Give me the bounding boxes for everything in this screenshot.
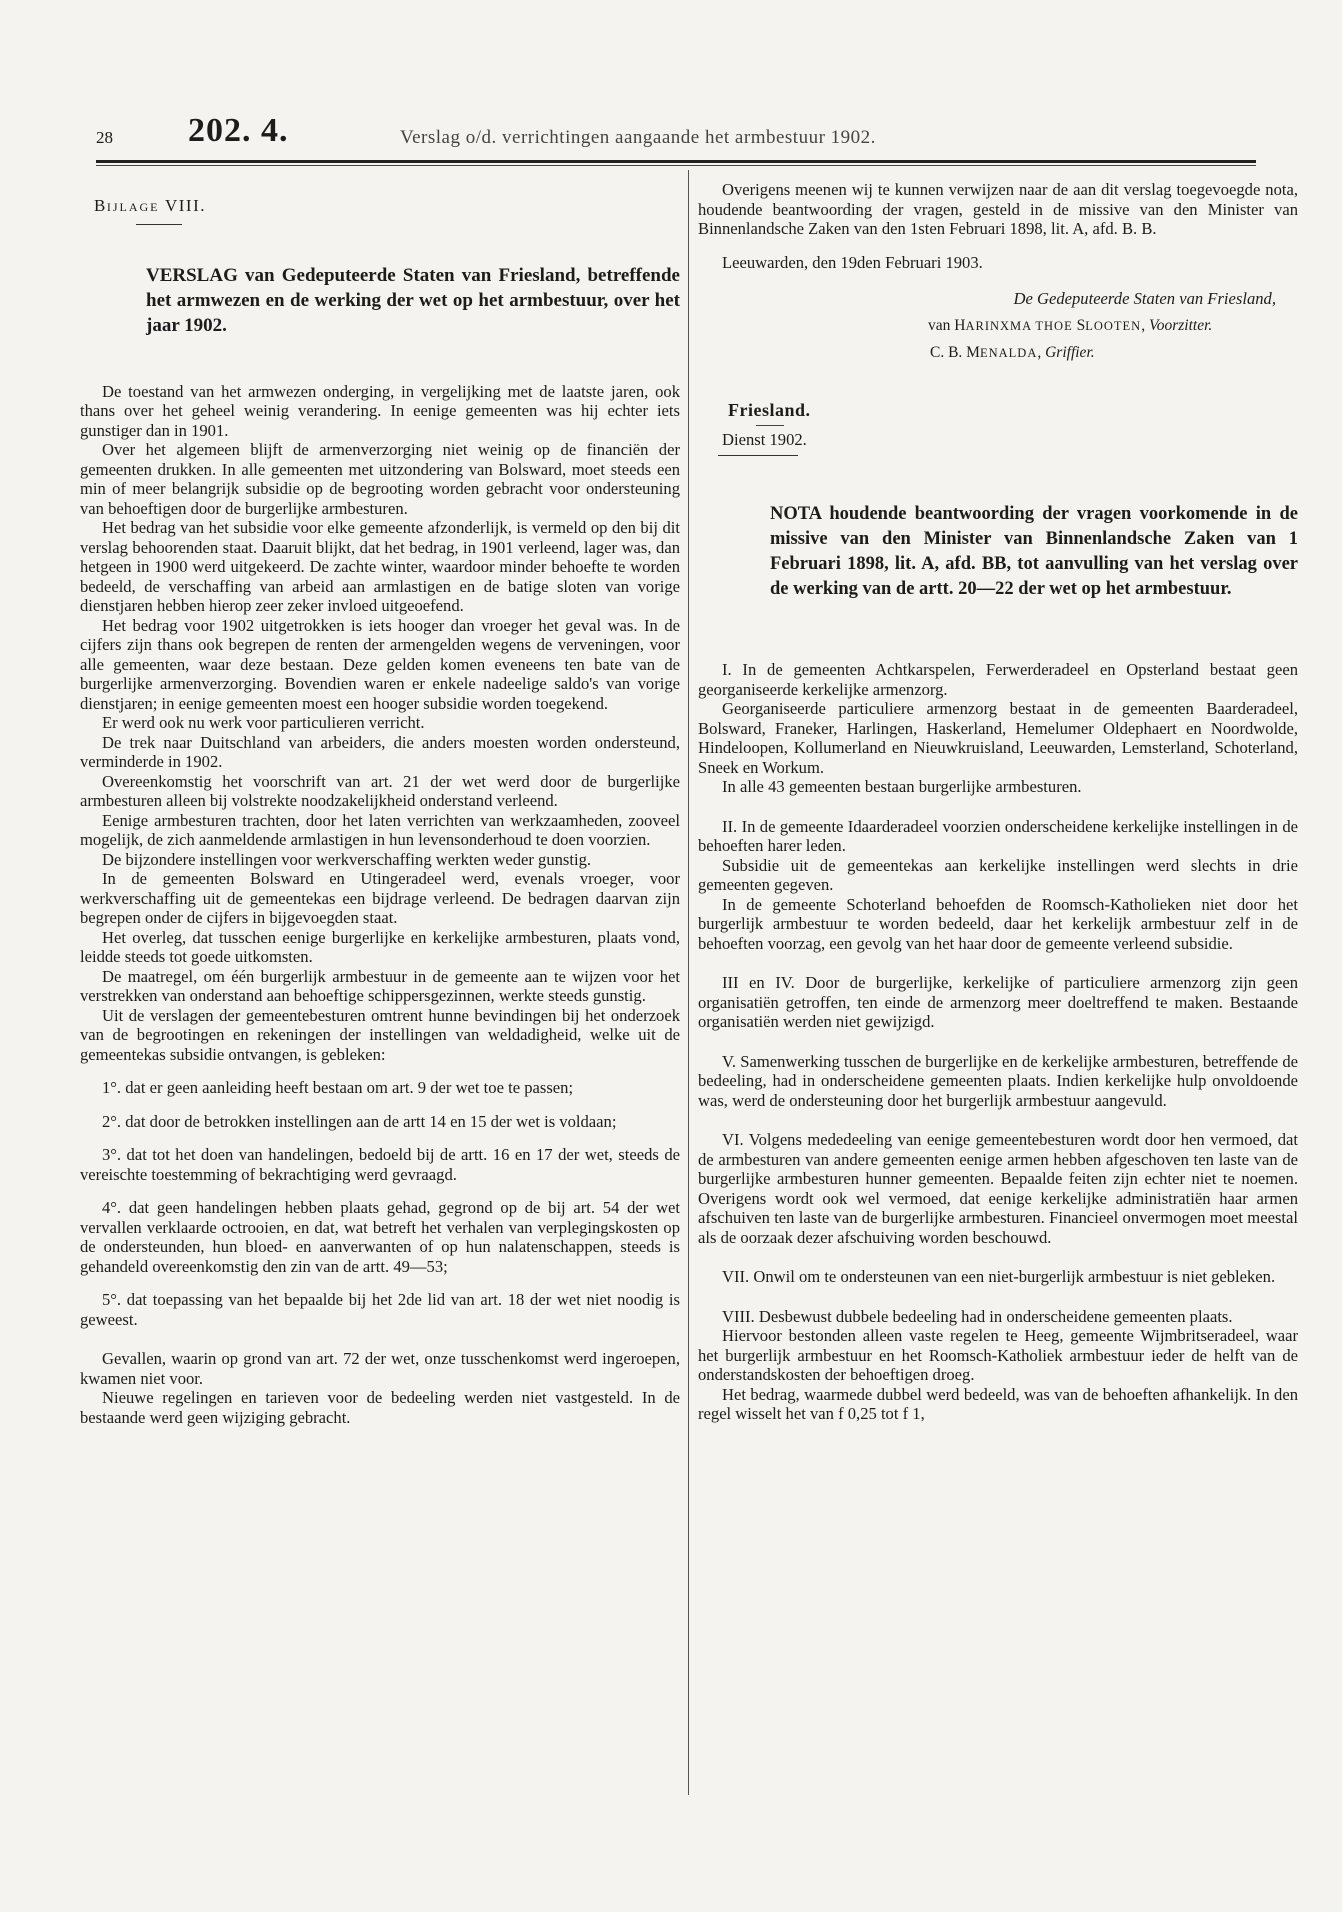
- nota-section: II. In de gemeente Idaarderadeel voorzien onderscheidene kerkelijke instellingen in de behoeften harer leden.: [698, 816, 1298, 856]
- right-column: [698, 180, 1298, 1424]
- report-paragraph: Er werd ook nu werk voor particulieren verricht.: [102, 713, 425, 732]
- intro-paragraph: Overigens meenen wij te kunnen verwijzen naar de aan dit verslag toegevoegde nota, houdende beantwoording der vragen, gesteld in de missive van den Minister van Binnenlandsche Zaken van den 1sten Februari 1898, lit. A, afd. B. B.: [698, 180, 1298, 238]
- report-paragraph: Het bedrag van het subsidie voor elke gemeente afzonderlijk, is vermeld op den bij dit verslag behoorenden staat. Daaruit blijkt, dat het bedrag, in 1901 verleend, lager was, dan hetgeen in 1900 werd uitgekeerd. De zachte winter, waardoor minder behoefte te worden bedeeld, de verschaffing van arbeid aan armlastigen en de batige sloten van vorige dienstjaren hebben hierop zeer zeker invloed uitgeoefend.: [80, 518, 680, 615]
- header-rule-thick: [96, 160, 1256, 163]
- president-role: Voorzitter.: [1148, 317, 1213, 335]
- finding-item: 5°. dat toepassing van het bepaalde bij het 2de lid van art. 18 der wet niet noodig is geweest.: [80, 1290, 680, 1329]
- closing-paragraphs: [80, 1349, 680, 1427]
- report-paragraph: Het overleg, dat tusschen eenige burgerlijke en kerkelijke armbesturen, plaats vond, leidde steeds tot goede uitkomsten.: [80, 927, 680, 966]
- document-number: 202. 4.: [188, 112, 289, 149]
- nota-section: Subsidie uit de gemeentekas aan kerkelijke instellingen werd slechts in drie gemeenten gegeven.: [698, 855, 1298, 895]
- date-line: Leeuwarden, den 19den Februari 1903.: [722, 252, 983, 272]
- report-paragraph: De bijzondere instellingen voor werkverschaffing werkten weder gunstig.: [102, 849, 592, 869]
- nota-section: In de gemeente Schoterland behoefden de Roomsch-Katholieken niet door het burgerlijk armbestuur te worden bedeeld, daar het kerkelijk armbestuur zelf in de behoeften voorzag, een gevolg van het haar door de gemeente verleend subsidie.: [698, 894, 1298, 953]
- column-divider: [688, 170, 689, 1795]
- report-paragraph: Over het algemeen blijft de armenverzorging niet weinig op de financiën der gemeenten drukken. In alle gemeenten met uitzondering van Bolsward, moet steeds een min of meer belangrijk subsidie op de begrooting worden gebracht voor ondersteuning van behoeftigen door de burgerlijke armbesturen.: [80, 440, 680, 518]
- service-year: Dienst 1902.: [722, 429, 807, 449]
- appendix-rule: [136, 224, 182, 225]
- left-column: [80, 196, 680, 1427]
- finding-item: 1°. dat er geen aanleiding heeft bestaan om art. 9 der wet toe te passen;: [102, 1078, 574, 1097]
- page-header: [96, 112, 1256, 158]
- province-heading: Friesland.: [728, 400, 811, 421]
- president-name-mid: S: [1072, 317, 1086, 335]
- report-paragraph: Eenige armbesturen trachten, door het laten verrichten van werkzaamheden, zooveel mogelijk, de zich aanmeldende armlastigen in hun levensonderhoud te doen voorzien.: [80, 810, 680, 849]
- report-paragraph: De trek naar Duitschland van arbeiders, die anders moesten worden ondersteund, verminderde in 1902.: [80, 732, 680, 771]
- nota-sections: [698, 660, 1298, 1424]
- report-title: VERSLAG van Gedeputeerde Staten van Friesland, betreffende het armwezen en de werking der wet op het armbestuur, over het jaar 1902.: [146, 264, 680, 336]
- report-paragraph: Overeenkomstig het voorschrift van art. 21 der wet werd door de burgerlijke armbesturen alleen bij volstrekte noodzakelijkheid onderstand verleend.: [80, 771, 680, 810]
- secretary-name-caps: ENALDA: [979, 345, 1038, 360]
- report-paragraph: De toestand van het armwezen onderging, in vergelijking met de laatste jaren, ook thans over het geheel weinig verandering. In eenige gemeenten was hij echter iets gunstiger dan in 1901.: [80, 381, 680, 440]
- nota-section: Hiervoor bestonden alleen vaste regelen te Heeg, gemeente Wijmbritseradeel, waar het burgerlijk armbestuur en het Roomsch-Katholiek armbestuur ieder de helft van de onderstandskosten der behoeftigen droeg.: [698, 1326, 1298, 1385]
- nota-section: V. Samenwerking tusschen de burgerlijke en de kerkelijke armbesturen, betreffende de bedeeling, had in onderscheidene gemeenten plaats. Indien kerkelijke hulp onvoldoende was, werd de ondersteuning door het burgerlijk armbestuur aangevuld.: [698, 1051, 1298, 1110]
- appendix-label-prefix: B: [94, 196, 107, 215]
- nota-section: Georganiseerde particuliere armenzorg bestaat in de gemeenten Baarderadeel, Bolsward, Franeker, Harlingen, Haskerland, Hemelumer Oldephaert en Noordwolde, Hindeloopen, Kollumerland en Nieuwkruisland, Leeuwarden, Lemsterland, Schoterland, Sneek en Workum.: [698, 699, 1298, 777]
- nota-section: VI. Volgens mededeeling van eenige gemeentebesturen wordt door hen vermoed, dat de armbesturen van andere gemeenten eenige armen hebben afgeschoven ten laste van de burgerlijke armbesturen hunner gemeenten. Bepaalde feiten zijn echter niet te noemen. Overigens wordt ook wel vermoed, dat eenige kerkelijke administratiën haar armen afschuiven ten laste van de burgerlijke armbesturen. Financieel onvermogen moet meestal als de oorzaak dezer afschuiving worden beschouwd.: [698, 1130, 1298, 1247]
- nota-section: III en IV. Door de burgerlijke, kerkelijke of particuliere armenzorg zijn geen organisatiën getroffen, ten einde de armenzorg meer doeltreffend te maken. Bestaande organisatiën werden niet gewijzigd.: [698, 973, 1298, 1032]
- page-number: 28: [96, 128, 113, 147]
- service-rule: [718, 455, 798, 456]
- president-name-caps2: LOOTEN: [1085, 319, 1142, 334]
- closing-paragraph: Nieuwe regelingen en tarieven voor de bedeeling werden niet vastgesteld. In de bestaande werd geen wijziging gebracht.: [80, 1388, 680, 1427]
- nota-section: VII. Onwil om te ondersteunen van een niet-burgerlijk armbestuur is niet gebleken.: [722, 1267, 1276, 1287]
- signature-body: De Gedeputeerde Staten van Friesland,: [1013, 288, 1276, 308]
- header-rule-thin: [96, 165, 1256, 166]
- signature-president: van HARINXMA THOE SLOOTEN, Voorzitter.: [928, 317, 1213, 335]
- nota-section: In alle 43 gemeenten bestaan burgerlijke armbesturen.: [722, 777, 1082, 797]
- president-name-caps: ARINXMA THOE: [965, 319, 1073, 334]
- finding-item: 3°. dat tot het doen van handelingen, bedoeld bij de artt. 16 en 17 der wet, steeds de vereischte toestemming of bekrachtiging werd gevraagd.: [80, 1145, 680, 1184]
- secretary-name-part: C. B. M: [930, 343, 980, 361]
- report-paragraph: Het bedrag voor 1902 uitgetrokken is iets hooger dan vroeger het geval was. In de cijfers zijn thans ook begrepen de renten der armengelden wegens de verveningen, voor alle gemeenten, waar deze bestaan. Deze gelden komen eveneens ten bate van de burgerlijke armenverzorging. Bovendien waren er enkele nadeelige saldo's van vorige dienstjaren; in eenige gemeenten moest een hooger subsidie worden toegekend.: [80, 615, 680, 713]
- report-paragraph: De maatregel, om één burgerlijk armbestuur in de gemeente aan te wijzen voor het verstrekken van onderstand aan behoeftige schippersgezinnen, werkte steeds gunstig.: [80, 966, 680, 1005]
- president-name-part: van H: [928, 317, 966, 335]
- finding-item: 2°. dat door de betrokken instellingen aan de artt 14 en 15 der wet is voldaan;: [102, 1111, 617, 1131]
- secretary-role: Griffier.: [1045, 343, 1095, 361]
- province-rule: [756, 425, 784, 426]
- report-paragraphs: [80, 382, 680, 1065]
- nota-section: Het bedrag, waarmede dubbel werd bedeeld, was van de behoeften afhankelijk. In den regel wisselt het van f 0,25 tot f 1,: [698, 1384, 1298, 1424]
- closing-paragraph: Gevallen, waarin op grond van art. 72 der wet, onze tusschenkomst werd ingeroepen, kwamen niet voor.: [80, 1349, 680, 1388]
- running-title: Verslag o/d. verrichtingen aangaande het armbestuur 1902.: [400, 127, 876, 148]
- nota-title: NOTA houdende beantwoording der vragen voorkomende in de missive van den Minister van Binnenlandsche Zaken van 1 Februari 1898, lit. A, afd. BB, tot aanvulling van het verslag over de werking van de artt. 20—22 der wet op het armbestuur.: [770, 504, 1298, 600]
- report-paragraph: In de gemeenten Bolsward en Utingeradeel werd, evenals vroeger, voor werkverschaffing uit de gemeentekas een bijdrage verleend. De bedragen daarvan zijn begrepen onder de cijfers in bijgevoegden staat.: [80, 869, 680, 927]
- signature-secretary: C. B. MENALDA, Griffier.: [930, 343, 1095, 361]
- appendix-label-caps: IJLAGE: [106, 200, 160, 214]
- report-paragraph: Uit de verslagen der gemeentebesturen omtrent hunne bevindingen bij het onderzoek van de begrootingen en rekeningen der instellingen van weldadigheid, welke uit de gemeentekas subsidie ontvangen, is gebleken:: [80, 1005, 680, 1064]
- findings-list: [80, 1078, 680, 1329]
- appendix-label: [94, 196, 680, 218]
- finding-item: 4°. dat geen handelingen hebben plaats gehad, gegrond op de bij art. 54 der wet vervallen verklaarde octrooien, en dat, wat betreft het verhalen van verplegingskosten op de ondersteunden, hun bloed- en aanverwanten of op hun nalatenschappen, steeds is gehandeld overeenkomstig den zin van de artt. 49—53;: [80, 1198, 680, 1276]
- nota-section: VIII. Desbewust dubbele bedeeling had in onderscheidene gemeenten plaats.: [722, 1306, 1233, 1326]
- nota-section: I. In de gemeenten Achtkarspelen, Ferwerderadeel en Opsterland bestaat geen georganiseerde kerkelijke armenzorg.: [698, 660, 1298, 699]
- appendix-label-suffix: VIII.: [164, 196, 206, 215]
